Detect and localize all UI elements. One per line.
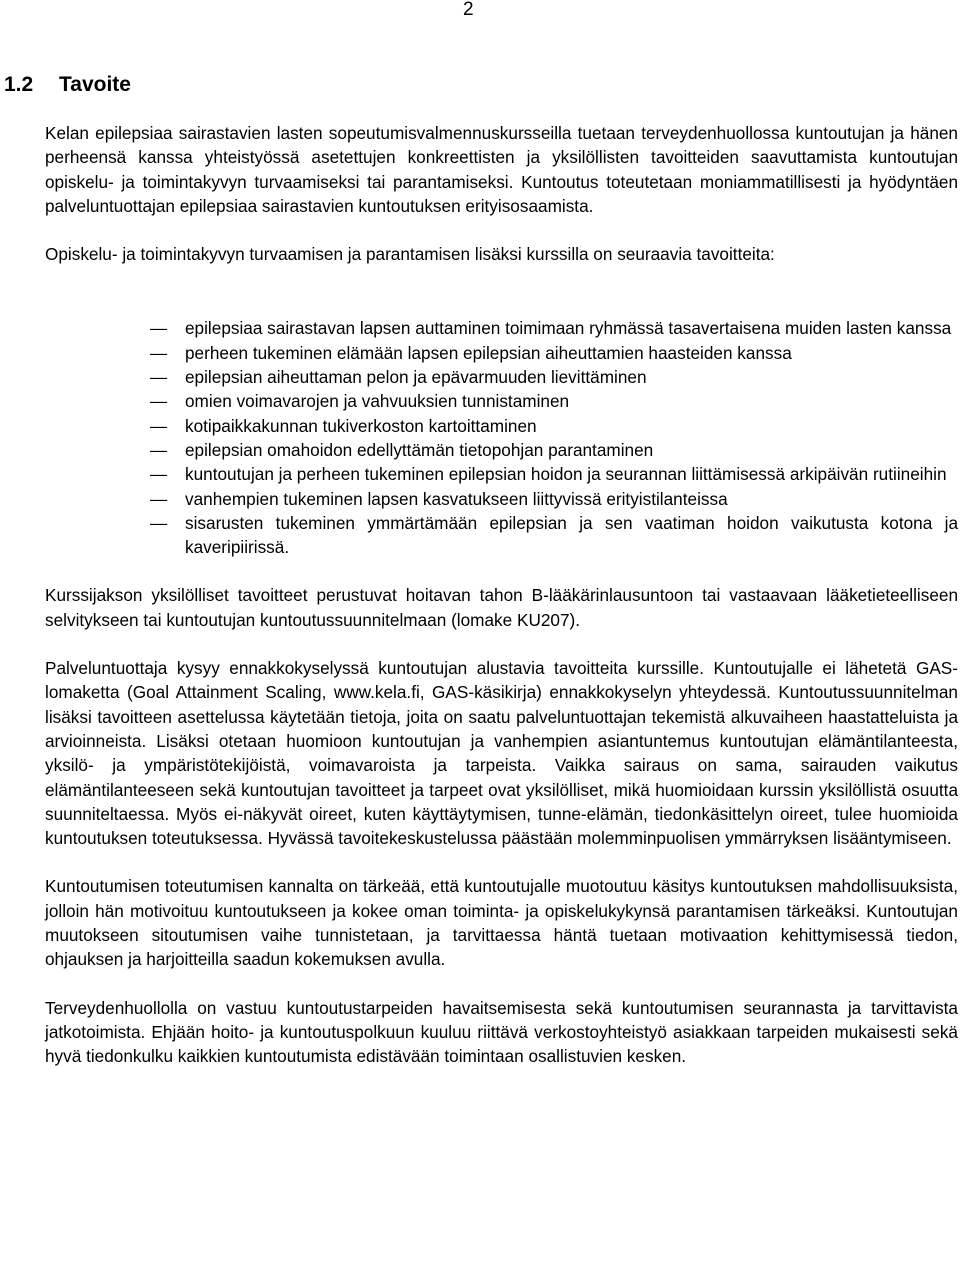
dash-bullet: — <box>150 367 168 388</box>
paragraph-individual-goals: Kurssijakson yksilölliset tavoitteet perustuvat hoitavan tahon B-lääkärinlausuntoon tai vastaavaan lääketieteelliseen selvitykseen tai kuntoutujan kuntoutussuunnitelmaan (lomake KU207). <box>45 585 958 630</box>
goal-item: — kotipaikkakunnan tukiverkoston kartoittaminen <box>150 414 958 438</box>
paragraph-intro: Kelan epilepsiaa sairastavien lasten sopeutumisvalmennuskursseilla tuetaan terveydenhuollossa kuntoutujan ja hänen perheensä kanssa yhteistyössä asetettujen konkreettisten ja yksilöllisten tavoitteiden saavuttamista kuntoutujan opiskelu- ja toimintakyvyn turvaamiseksi tai parantamiseksi. Kuntoutus toteutetaan moniammatillisesti ja hyödyntäen palveluntuottajan epilepsiaa sairastavien kuntoutuksen erityisosaamista. <box>45 123 958 216</box>
page-number: 2 <box>463 0 474 20</box>
goal-item: — omien voimavarojen ja vahvuuksien tunnistaminen <box>150 389 958 413</box>
dash-bullet: — <box>150 512 168 533</box>
goal-item: — epilepsiaa sairastavan lapsen auttaminen toimimaan ryhmässä tasavertaisena muiden lasten kanssa <box>150 316 958 340</box>
paragraph-goals-intro: Opiskelu- ja toimintakyvyn turvaamisen ja parantamisen lisäksi kurssilla on seuraavia tavoitteita: <box>45 244 775 265</box>
goal-item: — sisarusten tukeminen ymmärtämään epilepsian ja sen vaatiman hoidon vaikutusta kotona ja kaveripiirissä. <box>150 512 958 558</box>
dash-bullet: — <box>150 342 168 363</box>
dash-bullet: — <box>150 391 168 412</box>
paragraph-service-provider: Palveluntuottaja kysyy ennakkokyselyssä kuntoutujan alustavia tavoitteita kurssille. Kuntoutujalle ei lähetetä GAS-lomaketta (Goal Attainment Scaling, www.kela.fi, GAS-käsikirja) ennakkokyselyn yhteydessä. Kuntoutussuunnitelman lisäksi tavoitteen asettelussa käytetään tietoja, joita on saatu palveluntuottajan tekemistä alkuvaiheen haastatteluista ja arvioinneista. Lisäksi otetaan huomioon kuntoutujan ja vanhempien asiantuntemus kuntoutujan elämäntilanteesta, yksilö- ja ympäristötekijöistä, voimavaroista ja tarpeista. Vaikka sairaus on sama, sairauden vaikutus elämäntilanteeseen sekä kuntoutujan tavoitteet ja tarpeet ovat yksilölliset, mikä huomioidaan kurssin yksilöllistä osuutta suunniteltaessa. Myös ei-näkyvät oireet, kuten käyttäytymisen, tunne-elämän, tiedonkäsittelyn oireet, tulee huomioida kuntoutuksen toteutuksessa. Hyvässä tavoitekeskustelussa päästään molemminpuolisen ymmärryksen lisääntymiseen. <box>45 658 958 849</box>
goals-list <box>150 316 958 559</box>
goal-item: — kuntoutujan ja perheen tukeminen epilepsian hoidon ja seurannan liittämisessä arkipäivän rutiineihin <box>150 462 958 486</box>
section-heading <box>0 72 131 98</box>
paragraph-rehabilitation: Kuntoutumisen toteutumisen kannalta on tärkeää, että kuntoutujalle muotoutuu käsitys kuntoutuksen mahdollisuuksista, jolloin hän motivoituu kuntoutukseen ja kokee oman toiminta- ja opiskelukykynsä parantamisen tärkeäksi. Kuntoutujan muutokseen sitoutumisen vaihe tunnistetaan, ja tarvittaessa häntä tuetaan motivaation kehittymisessä tiedon, ohjauksen ja harjoitteilla saadun kokemuksen avulla. <box>45 876 958 970</box>
goal-item: — epilepsian omahoidon edellyttämän tietopohjan parantaminen <box>150 438 958 462</box>
goal-item: — epilepsian aiheuttaman pelon ja epävarmuuden lievittäminen <box>150 365 958 389</box>
dash-bullet: — <box>150 439 168 460</box>
dash-bullet: — <box>150 488 168 509</box>
dash-bullet: — <box>150 415 168 436</box>
goal-item: — perheen tukeminen elämään lapsen epilepsian aiheuttamien haasteiden kanssa <box>150 341 958 365</box>
dash-bullet: — <box>150 318 168 339</box>
dash-bullet: — <box>150 464 168 485</box>
body-text <box>45 121 958 1093</box>
goal-item: — vanhempien tukeminen lapsen kasvatukseen liittyvissä erityistilanteissa <box>150 487 958 511</box>
paragraph-healthcare: Terveydenhuollolla on vastuu kuntoutustarpeiden havaitsemisesta sekä kuntoutumisen seurannasta ja tarvittavista jatkotoimista. Ehjään hoito- ja kuntoutuspolkuun kuuluu riittävä verkostoyhteistyö asiakkaan tarpeiden mukaisesti sekä hyvä tiedonkulku kaikkien kuntoutumista edistävään toimintaan osallistuvien kesken. <box>45 997 958 1067</box>
section-title: Tavoite <box>59 73 131 96</box>
section-number: 1.2 <box>4 73 34 96</box>
spacer <box>45 290 958 316</box>
